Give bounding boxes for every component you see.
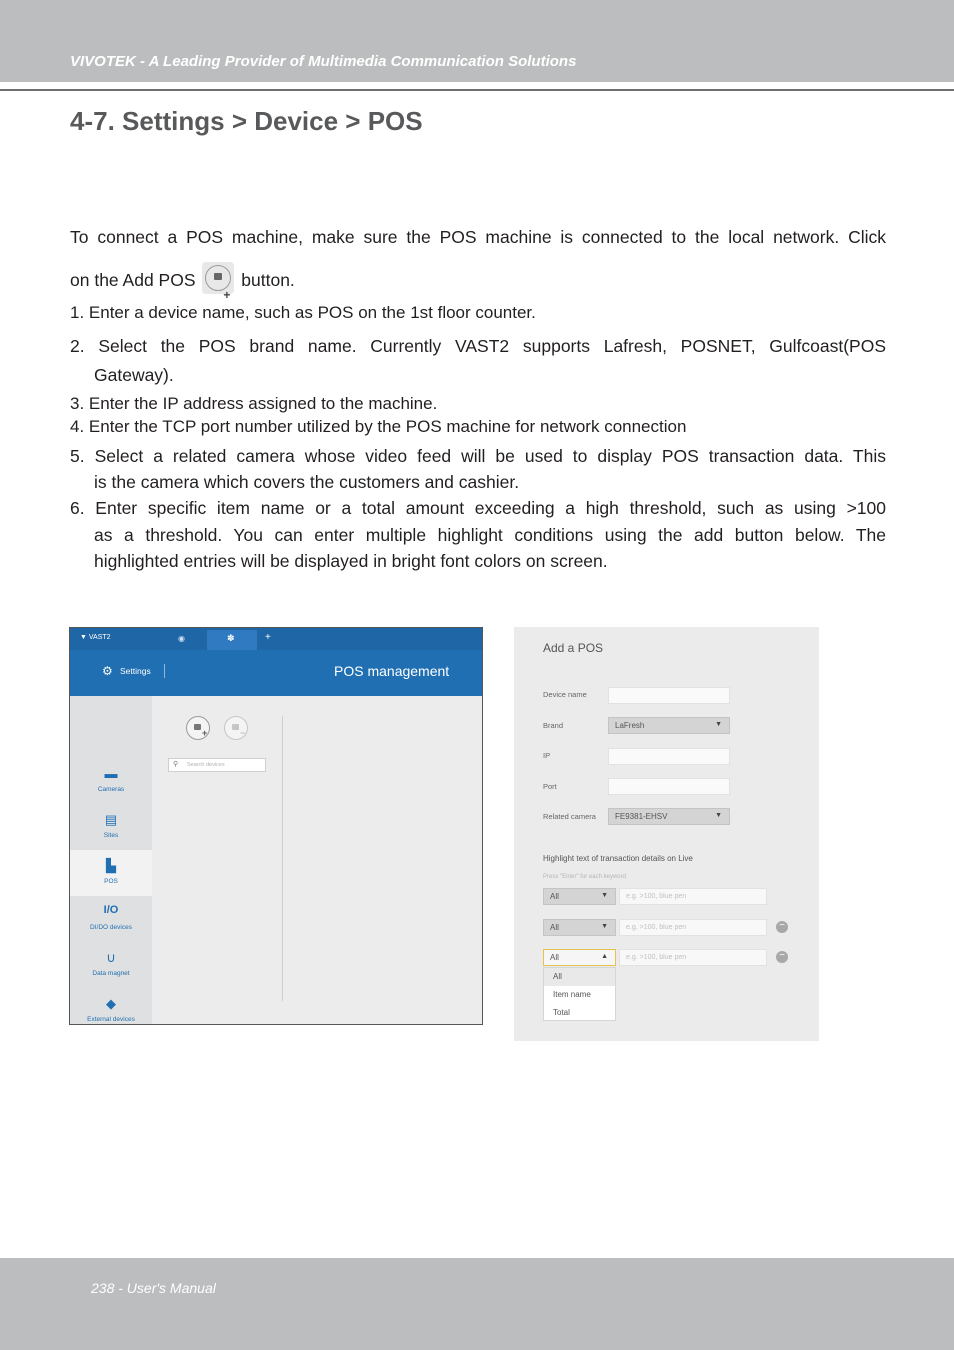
step-2-line-1: 2. Select the POS brand name. Currently VAST2 supports Lafresh, POSNET, Gulfcoast(POS <box>70 336 886 356</box>
app-top-bar <box>70 628 483 650</box>
highlight-label: Highlight text of transaction details on Live <box>543 854 693 863</box>
dialog-title: Add a POS <box>543 641 604 655</box>
brand-select[interactable]: LaFresh ▼ <box>608 717 730 734</box>
sidebar-item-dido[interactable]: I/O DI/DO devices <box>70 896 152 942</box>
intro-line-1: To connect a POS machine, make sure the POS machine is connected to the local network. Click <box>70 227 886 247</box>
chevron-down-icon: ▼ <box>715 721 722 728</box>
step-3: 3. Enter the IP address assigned to the machine. <box>70 394 438 413</box>
add-pos-button[interactable]: + <box>186 716 210 740</box>
footer-text: 238 - User's Manual <box>91 1280 216 1296</box>
sidebar-item-external-devices[interactable]: ◆ External devices <box>70 988 152 1025</box>
gear-icon[interactable]: ✽ <box>227 633 235 643</box>
highlight-filter-select[interactable]: All ▼ <box>543 919 616 936</box>
ip-label: IP <box>543 751 551 760</box>
app-logo: ▼ VAST2 <box>80 634 111 641</box>
liveview-tab-icon[interactable]: ◉ <box>178 634 185 643</box>
header-rule <box>0 89 954 91</box>
step-6-line-2: as a threshold. You can enter multiple highlight conditions using the add button below. The <box>94 525 886 545</box>
highlight-hint: Press "Enter" for each keyword <box>543 874 626 880</box>
remove-pos-button[interactable]: − <box>224 716 248 740</box>
device-name-label: Device name <box>543 690 587 699</box>
keyword-input[interactable]: e.g. >100, blue pen <box>619 949 767 966</box>
related-camera-label: Related camera <box>543 812 596 821</box>
camera-icon: ▬ <box>104 766 118 781</box>
add-pos-icon: + <box>202 262 234 294</box>
page-footer-band <box>0 1258 954 1350</box>
filter-dropdown-menu <box>543 967 616 1021</box>
intro-before: on the Add POS <box>70 270 196 290</box>
remove-condition-icon[interactable]: − <box>776 921 788 933</box>
settings-label: Settings <box>120 666 151 676</box>
chevron-down-icon: ▼ <box>601 892 608 899</box>
sidebar-item-pos[interactable]: ▙ POS <box>70 850 152 896</box>
settings-bar <box>70 650 483 696</box>
sites-icon: ▤ <box>104 812 118 827</box>
step-6-line-1: 6. Enter specific item name or a total amount exceeding a high threshold, such as using >100 <box>70 498 886 518</box>
pos-management-screenshot <box>69 627 483 1025</box>
panel-divider <box>282 716 283 1001</box>
related-camera-select[interactable]: FE9381-EHSV ▼ <box>608 808 730 825</box>
dropdown-option-total[interactable]: Total <box>553 1008 570 1017</box>
keyword-input[interactable]: e.g. >100, blue pen <box>619 888 767 905</box>
step-1: 1. Enter a device name, such as POS on the 1st floor counter. <box>70 303 536 322</box>
sidebar-item-cameras[interactable]: ▬ Cameras <box>70 758 152 804</box>
device-name-field[interactable] <box>608 687 730 704</box>
chevron-down-icon: ▼ <box>715 812 722 819</box>
pos-icon: ▙ <box>106 858 116 873</box>
settings-gear-icon: ⚙ <box>102 664 113 678</box>
add-pos-dialog-screenshot <box>514 627 819 1041</box>
chevron-up-icon: ▲ <box>601 953 608 960</box>
settings-sidebar <box>70 696 152 1025</box>
search-input[interactable]: ⚲ Search devices <box>168 758 266 772</box>
highlight-filter-select-open[interactable]: All ▲ <box>543 949 616 966</box>
keyword-input[interactable]: e.g. >100, blue pen <box>619 919 767 936</box>
sidebar-item-data-magnet[interactable]: ∪ Data magnet <box>70 942 152 988</box>
step-5-line-1: 5. Select a related camera whose video feed will be used to display POS transaction data. This <box>70 446 886 466</box>
sidebar-item-sites[interactable]: ▤ Sites <box>70 804 152 850</box>
io-icon: I/O <box>103 904 119 916</box>
data-magnet-icon: ∪ <box>106 950 116 965</box>
search-icon: ⚲ <box>173 761 179 768</box>
remove-condition-icon[interactable]: − <box>776 951 788 963</box>
ip-field[interactable] <box>608 748 730 765</box>
intro-line-2 <box>70 262 886 302</box>
chevron-down-icon: ▼ <box>601 923 608 930</box>
highlight-filter-select[interactable]: All ▼ <box>543 888 616 905</box>
step-5-line-2: is the camera which covers the customers and cashier. <box>94 472 520 492</box>
section-title: 4-7. Settings > Device > POS <box>70 106 423 136</box>
brand-label: Brand <box>543 721 564 730</box>
port-field[interactable] <box>608 778 730 795</box>
step-6-line-3: highlighted entries will be displayed in bright font colors on screen. <box>94 551 608 571</box>
port-label: Port <box>543 782 557 791</box>
pos-main-panel <box>152 696 483 1025</box>
dropdown-option-all[interactable]: All <box>544 968 615 986</box>
step-4: 4. Enter the TCP port number utilized by the POS machine for network connection <box>70 417 687 436</box>
dropdown-option-item-name[interactable]: Item name <box>553 990 591 999</box>
bar-divider <box>164 664 165 678</box>
external-devices-icon: ◆ <box>106 996 116 1011</box>
intro-after: button. <box>241 270 295 290</box>
header-text: VIVOTEK - A Leading Provider of Multimedia Communication Solutions <box>70 53 577 70</box>
add-tab-icon[interactable]: + <box>265 632 271 643</box>
step-2-line-2: Gateway). <box>94 365 174 385</box>
pos-management-title: POS management <box>334 663 450 679</box>
